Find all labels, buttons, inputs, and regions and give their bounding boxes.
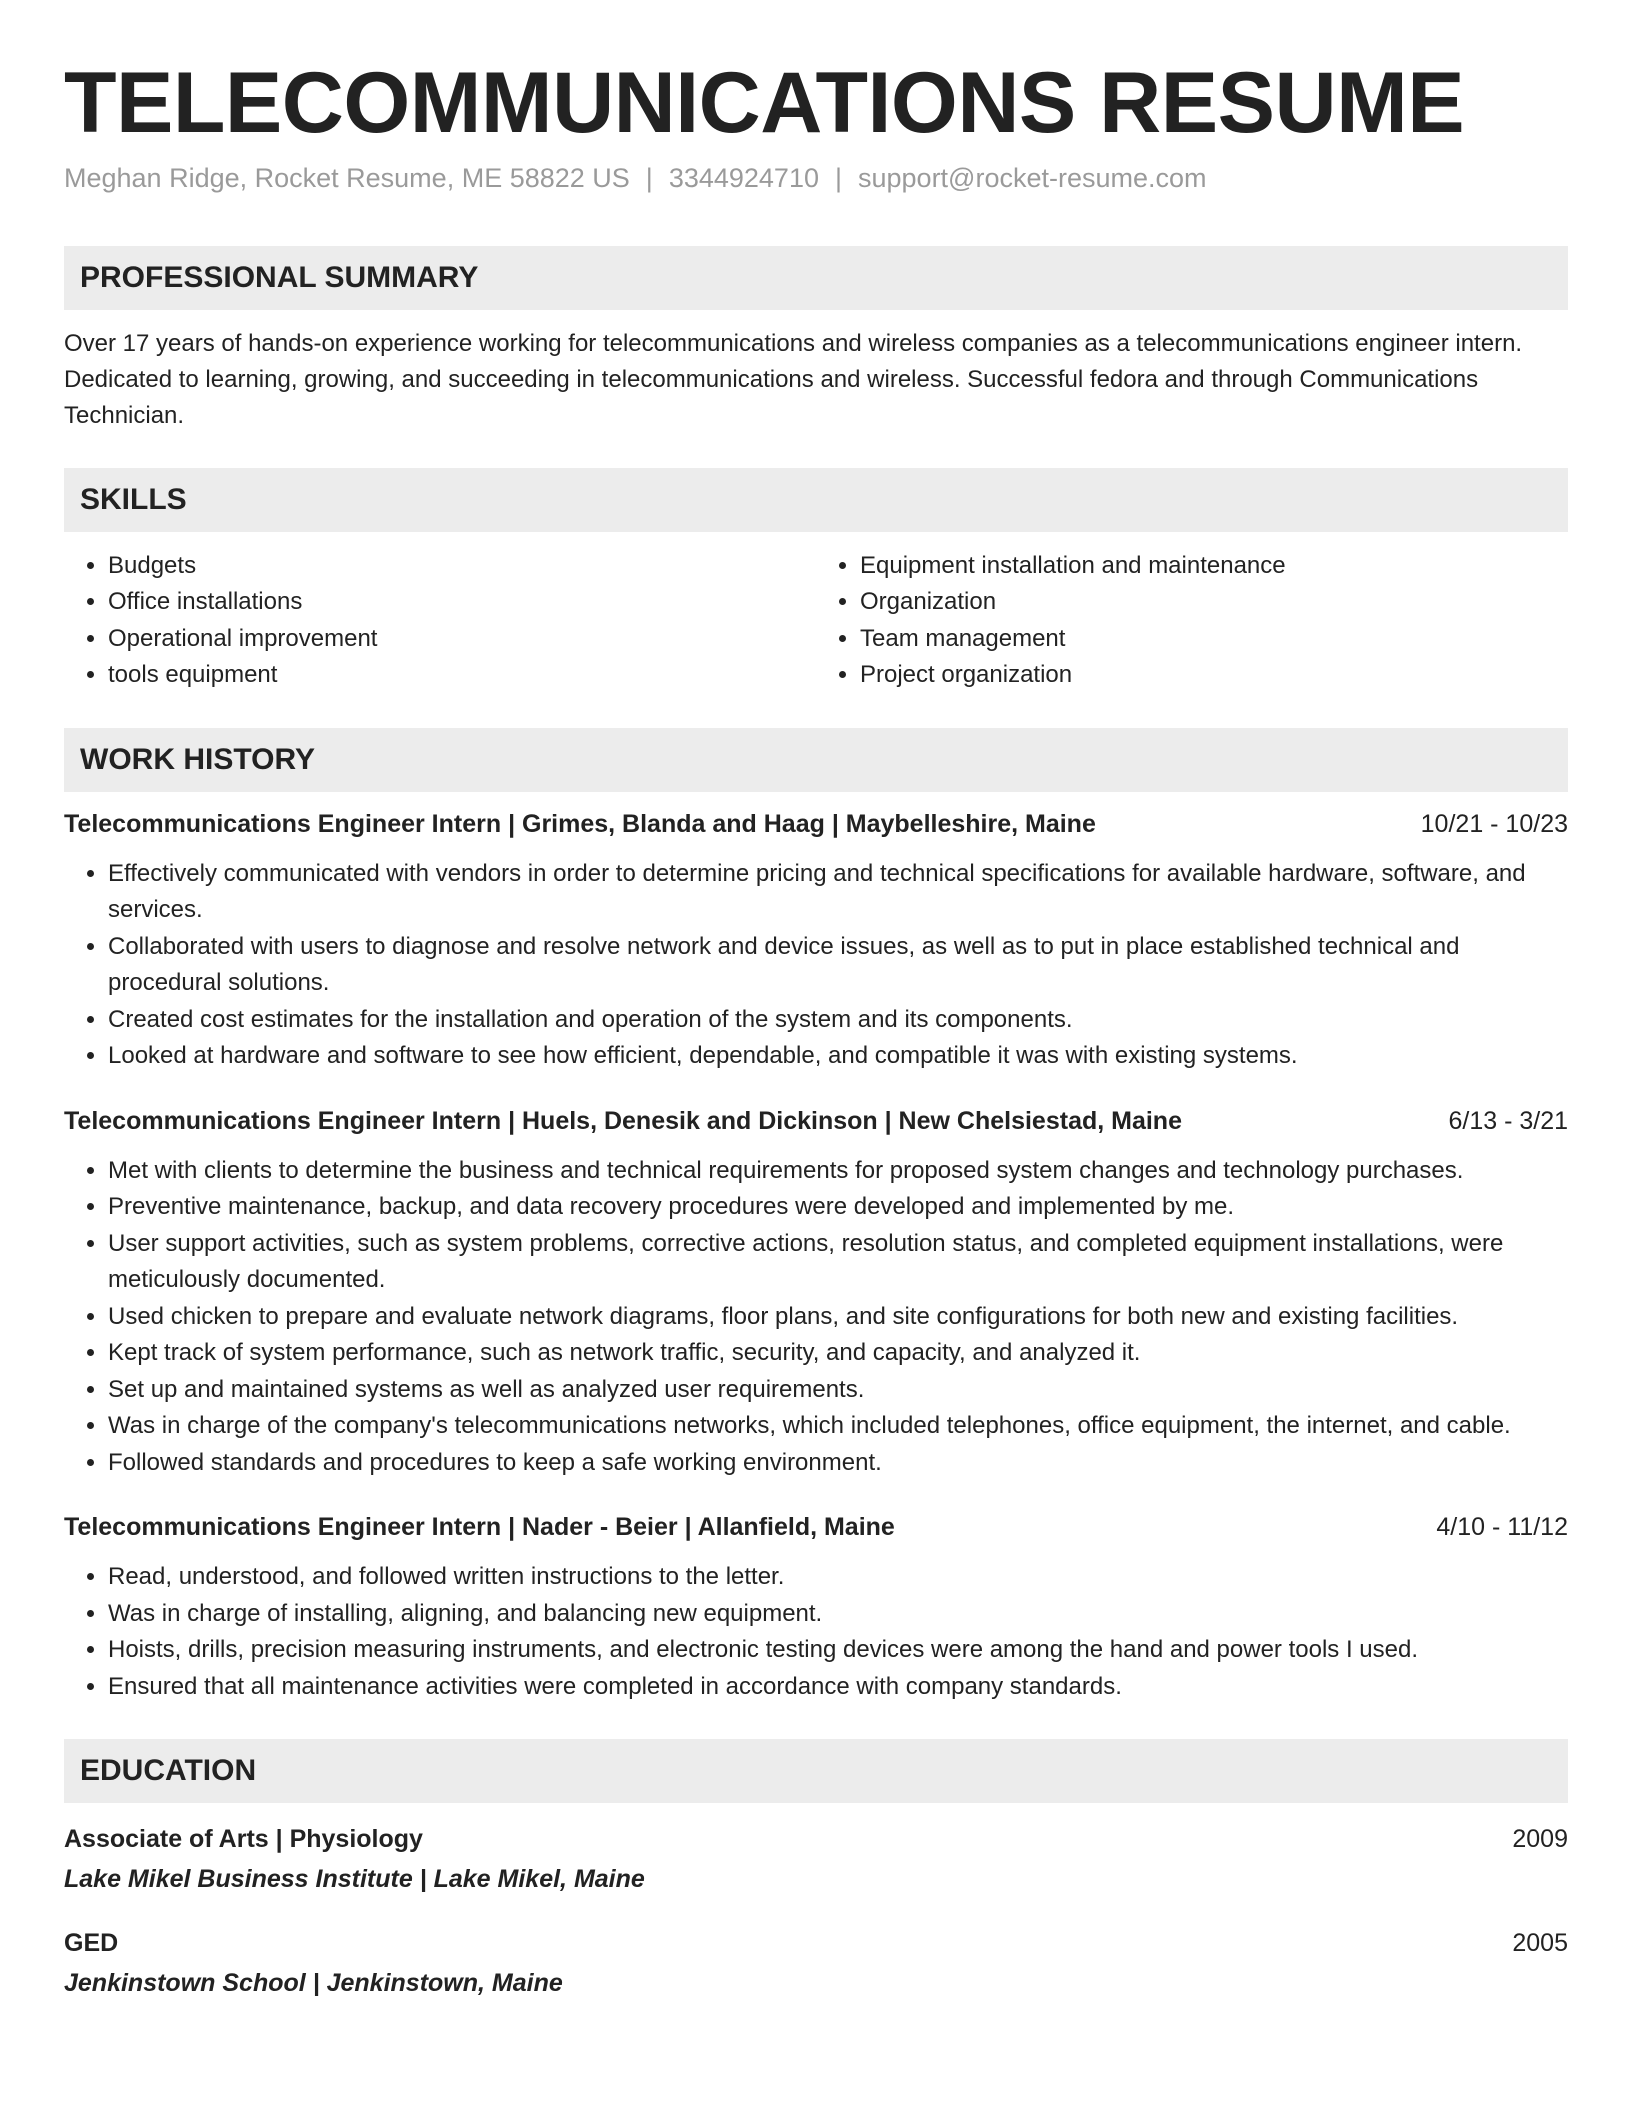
job-header — [64, 1509, 1568, 1545]
job-bullet: • Hoists, drills, precision measuring instruments, and electronic testing devices were among the hand and power tools I used. — [108, 1632, 1568, 1669]
section-title: WORK HISTORY — [80, 742, 316, 776]
skill-item: • Project organization — [860, 657, 1568, 694]
skill-item: • Operational improvement — [108, 621, 816, 658]
job-header — [64, 1103, 1568, 1139]
section-title: PROFESSIONAL SUMMARY — [80, 260, 479, 294]
job-bullet: • Used chicken to prepare and evaluate network diagrams, floor plans, and site configurations for both new and existing facilities. — [108, 1299, 1568, 1336]
resume-title: TELECOMMUNICATIONS RESUME — [64, 55, 1465, 151]
skills-grid — [64, 548, 1568, 694]
job-bullet: • Ensured that all maintenance activities were completed in accordance with company standards. — [108, 1669, 1568, 1706]
job-bullet: • Set up and maintained systems as well as analyzed user requirements. — [108, 1372, 1568, 1409]
job-title: Telecommunications Engineer Intern | Huels, Denesik and Dickinson | New Chelsiestad, Maine — [64, 1106, 1182, 1135]
skill-item: • Budgets — [108, 548, 816, 585]
job-bullet: • Was in charge of the company's telecommunications networks, which included telephones, office equipment, the internet, and cable. — [108, 1408, 1568, 1445]
job-title: Telecommunications Engineer Intern | Grimes, Blanda and Haag | Maybelleshire, Maine — [64, 809, 1096, 838]
job-bullet: • Read, understood, and followed written instructions to the letter. — [108, 1559, 1568, 1596]
education-year: 2005 — [1512, 1929, 1568, 1958]
job-bullet: • Preventive maintenance, backup, and data recovery procedures were developed and implemented by me. — [108, 1189, 1568, 1226]
education-school: Lake Mikel Business Institute | Lake Mikel, Maine — [64, 1865, 645, 1894]
job-bullets — [64, 1153, 1568, 1482]
section-title: SKILLS — [80, 482, 187, 516]
skill-item: • tools equipment — [108, 657, 816, 694]
job-entry — [64, 806, 1568, 1075]
education-school: Jenkinstown School | Jenkinstown, Maine — [64, 1969, 563, 1998]
contact-line — [64, 163, 1568, 194]
contact-phone: 3344924710 — [668, 162, 819, 193]
education-year: 2009 — [1512, 1825, 1568, 1854]
education-degree: Associate of Arts | Physiology — [64, 1825, 423, 1854]
job-header — [64, 806, 1568, 842]
section-header-skills — [64, 468, 1568, 532]
section-title: EDUCATION — [80, 1754, 257, 1788]
job-bullets — [64, 856, 1568, 1075]
section-header-work-history — [64, 728, 1568, 792]
job-bullet: • Was in charge of installing, aligning, and balancing new equipment. — [108, 1596, 1568, 1633]
job-entry — [64, 1509, 1568, 1705]
section-header-summary — [64, 246, 1568, 310]
summary-text: Over 17 years of hands-on experience working for telecommunications and wireless companies as a telecommunications engineer intern. Dedicated to learning, growing, and succeeding in telecommunications and wireless. Successful fedora and through Communications Technician. — [64, 329, 1523, 429]
education-entry — [64, 1821, 1568, 1897]
education-degree: GED — [64, 1929, 119, 1958]
skill-item: • Organization — [860, 584, 1568, 621]
job-title: Telecommunications Engineer Intern | Nader - Beier | Allanfield, Maine — [64, 1513, 895, 1542]
job-bullet: • Kept track of system performance, such as network traffic, security, and capacity, and analyzed it. — [108, 1335, 1568, 1372]
education-header — [64, 1925, 1568, 1961]
job-bullet: • Looked at hardware and software to see how efficient, dependable, and compatible it was with existing systems. — [108, 1038, 1568, 1075]
contact-separator: | — [645, 162, 653, 193]
job-bullet: • Collaborated with users to diagnose and resolve network and device issues, as well as to put in place established technical and procedural solutions. — [108, 929, 1568, 1002]
section-header-education — [64, 1739, 1568, 1803]
skill-item: • Equipment installation and maintenance — [860, 548, 1568, 585]
skills-list-right — [816, 548, 1568, 694]
skill-item: • Team management — [860, 621, 1568, 658]
job-dates: 4/10 - 11/12 — [1436, 1513, 1568, 1542]
job-bullet: • Created cost estimates for the installation and operation of the system and its components. — [108, 1002, 1568, 1039]
skill-item: • Office installations — [108, 584, 816, 621]
contact-separator: | — [834, 162, 842, 193]
education-entry — [64, 1925, 1568, 2001]
job-dates: 10/21 - 10/23 — [1420, 809, 1568, 838]
skills-list-left — [64, 548, 816, 694]
job-dates: 6/13 - 3/21 — [1448, 1106, 1568, 1135]
contact-address: Meghan Ridge, Rocket Resume, ME 58822 US — [64, 162, 630, 193]
job-bullet: • Effectively communicated with vendors in order to determine pricing and technical specifications for available hardware, software, and services. — [108, 856, 1568, 929]
job-bullets — [64, 1559, 1568, 1705]
job-entry — [64, 1103, 1568, 1482]
job-bullet: • User support activities, such as system problems, corrective actions, resolution status, and completed equipment installations, were meticulously documented. — [108, 1226, 1568, 1299]
job-bullet: • Followed standards and procedures to keep a safe working environment. — [108, 1445, 1568, 1482]
education-header — [64, 1821, 1568, 1857]
contact-email: support@rocket-resume.com — [858, 162, 1207, 193]
job-bullet: • Met with clients to determine the business and technical requirements for proposed system changes and technology purchases. — [108, 1153, 1568, 1190]
